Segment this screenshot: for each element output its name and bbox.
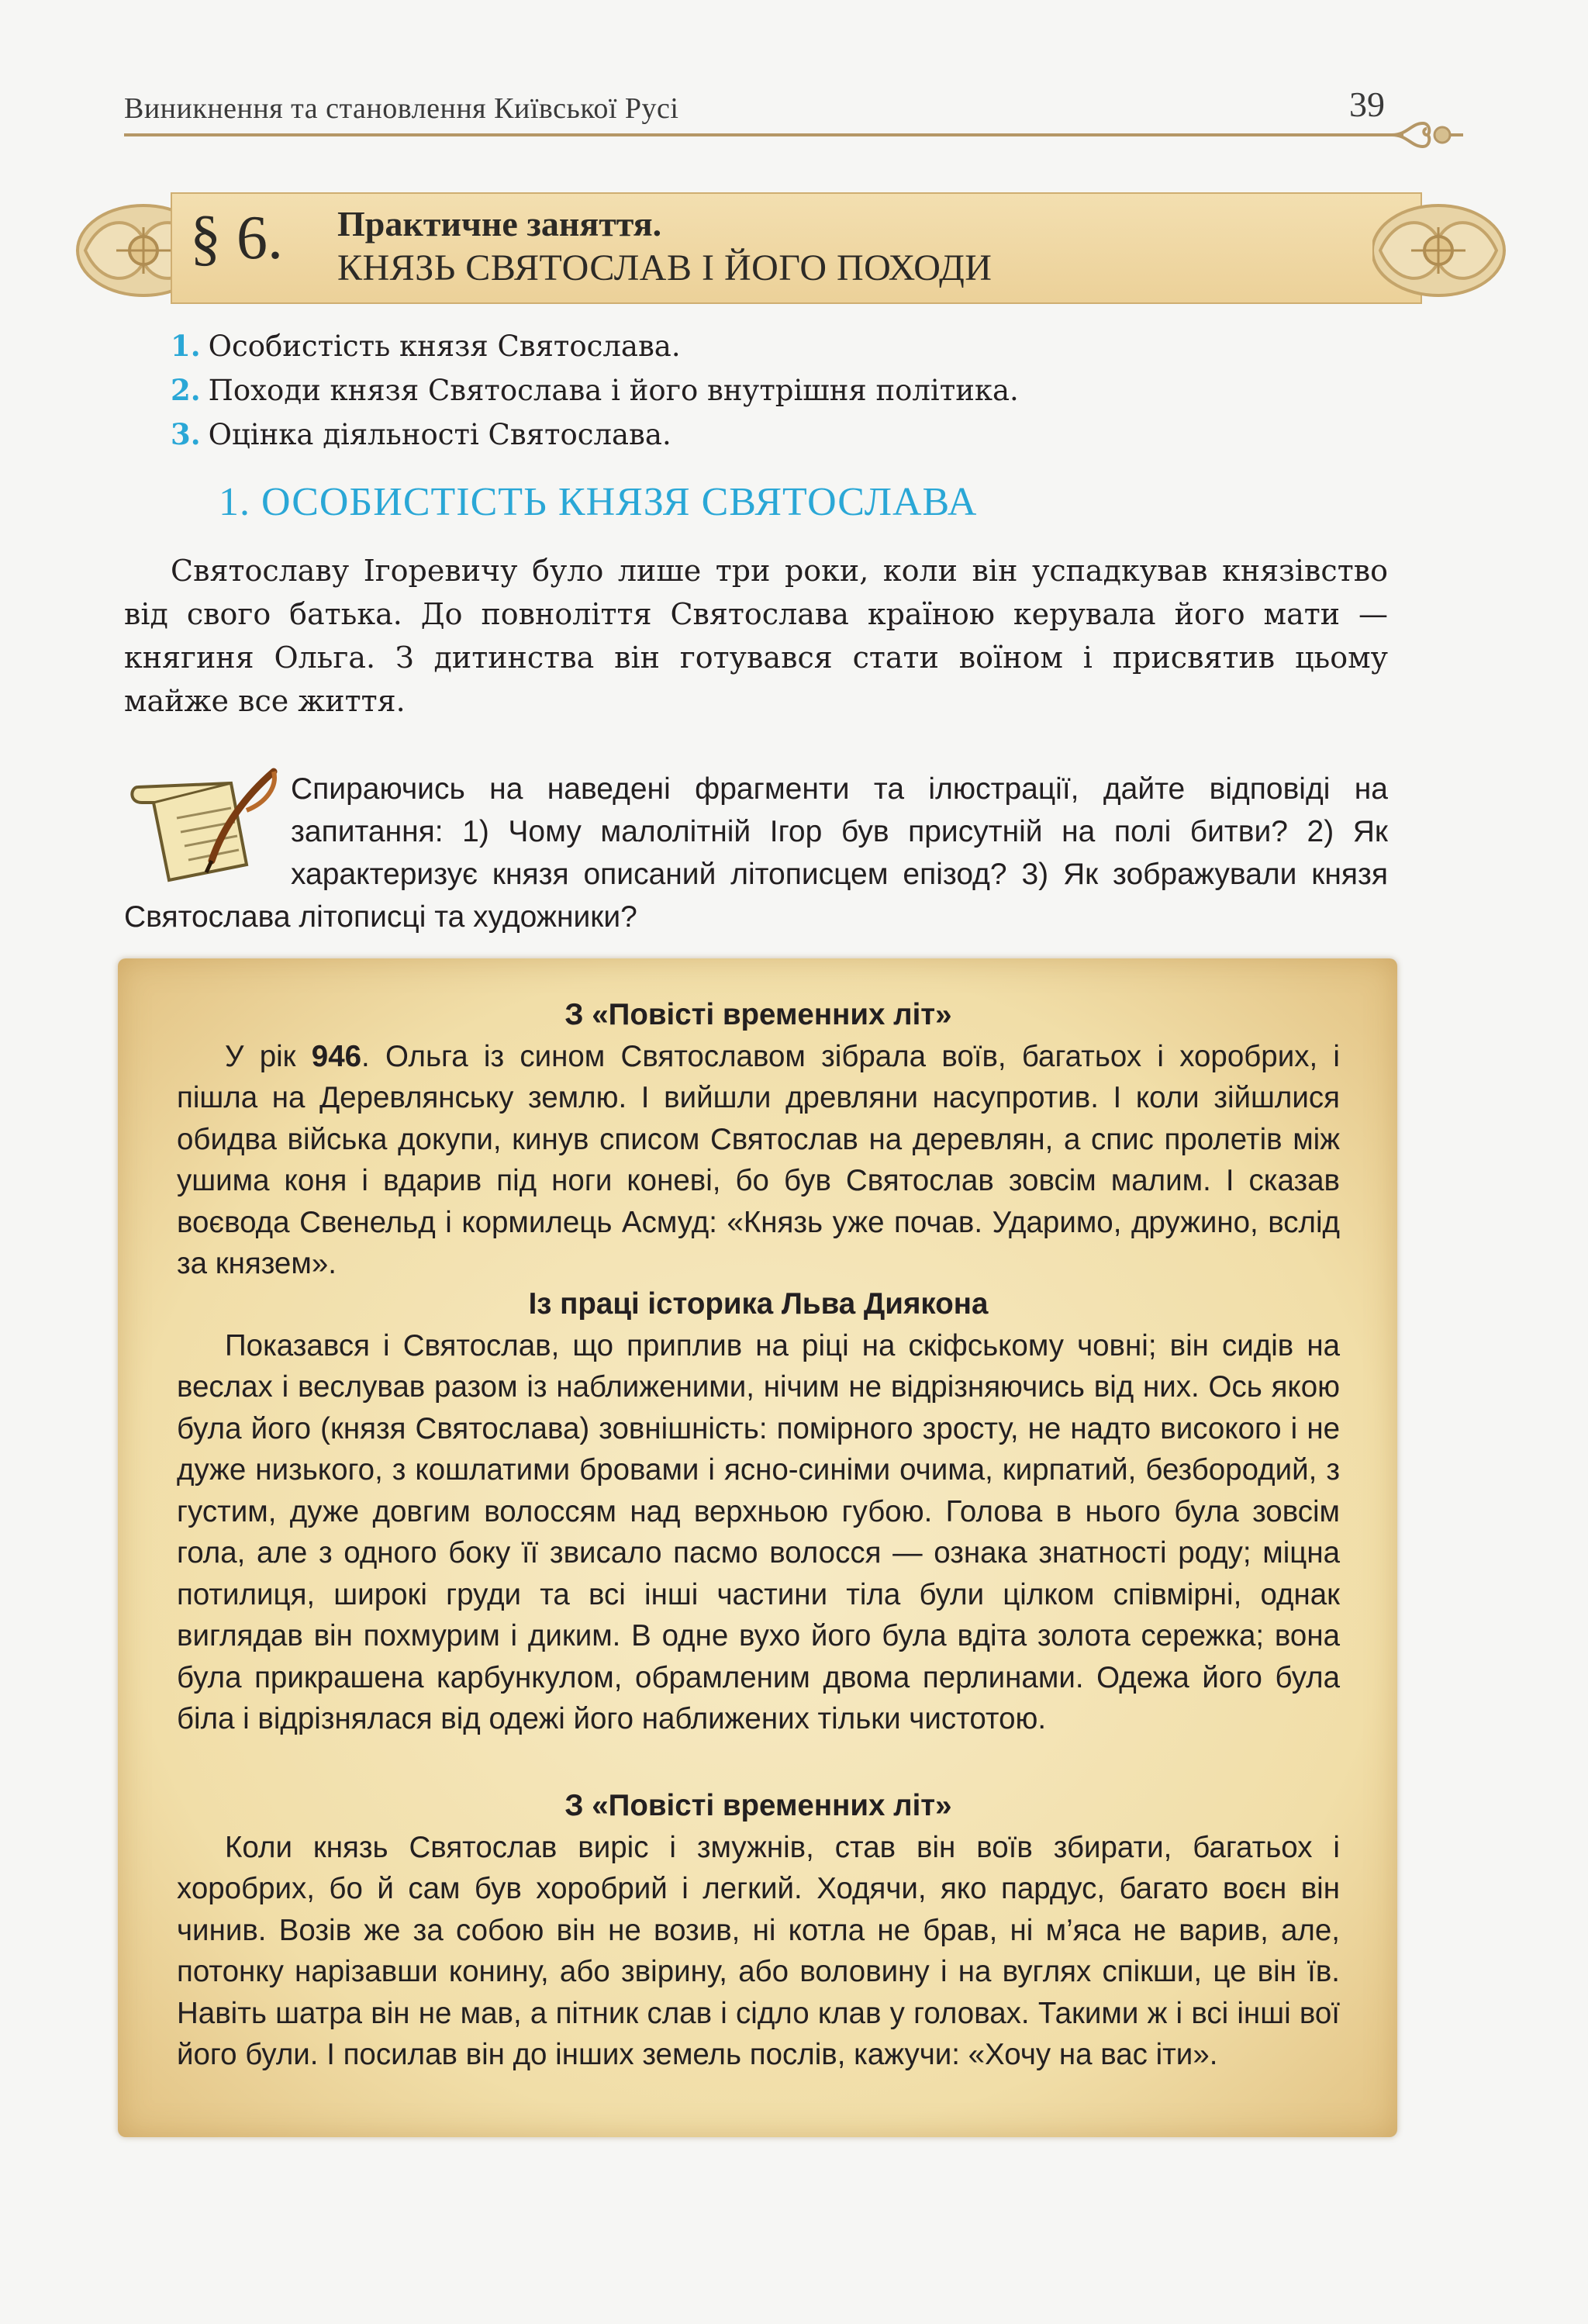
header-rule <box>124 133 1403 136</box>
plan-item <box>171 413 1019 457</box>
source-2-text: Показався і Святослав, що приплив на ріці на скіфському човні; він сидів на веслах і веслував разом із наближеними, нічим не відрізняючись від них. Ось якою була його (князя Святослава) зовнішність: помірного зросту, не надто високого і не дуже низького, з кошлатими бровами і ясно-синіми очима, кирпатий, безбородий, з густим, дуже довгим волоссям над верхньою губою. Голова в нього була зовсім гола, але з одного боку її звисало пасмо волосся — ознака знатності роду; міцна потилиця, широкі груди та всі інші частини тіла були цілком співмірні, однак виглядав він похмурим і диким. В одне вухо його була вдіта золота сережка; вона була прикрашена карбункулом, обрамленим двома перлинами. Одежа його була біла і відрізнялася від одежі його наближених тільки чистотою. <box>177 1328 1340 1735</box>
plan-item-number: 1. <box>171 329 201 363</box>
page-number: 39 <box>1349 85 1385 124</box>
intro-paragraph: Святославу Ігоревичу було лише три роки, коли він успадкував князівство від свого батька. До повноліття Святослава країною керувала його мати — княгиня Ольга. З дитинства він готувався стати воїном і присвятив цьому майже все життя. <box>124 554 1388 718</box>
plan-item-number: 2. <box>171 373 201 407</box>
source-2 <box>177 1283 1340 1740</box>
source-1-title: З «Повісті временних літ» <box>564 998 952 1031</box>
banner-ornament-right-icon <box>1372 185 1512 316</box>
task-text-content: Спираючись на наведені фрагменти та ілюстрації, дайте відповіді на запитання: 1) Чому малолітній Ігор був присутній на полі битви? 2) Як характеризує князя описаний літописцем епізод? 3) Як зображували князя Святослава літописці та художники? <box>124 772 1388 934</box>
plan-item-number: 3. <box>171 417 201 451</box>
source-2-title: Із праці історика Льва Диякона <box>528 1287 989 1321</box>
section-subtitle: Практичне заняття. <box>337 204 662 243</box>
plan-item-text: Походи князя Святослава і його внутрішня політика. <box>208 374 1019 407</box>
plan-item <box>171 324 1019 368</box>
plan-item-text: Оцінка діяльності Святослава. <box>208 418 671 451</box>
header-ornament-icon <box>1388 112 1465 158</box>
section-number: § 6. <box>190 204 283 272</box>
running-head: Виникнення та становлення Київської Русі <box>124 92 679 125</box>
section-banner <box>70 185 1512 316</box>
plan-item-text: Особистість князя Святослава. <box>208 330 681 363</box>
subsection-heading: 1. ОСОБИСТІСТЬ КНЯЗЯ СВЯТОСЛАВА <box>219 480 978 524</box>
icon-spacer <box>124 768 291 888</box>
source-3 <box>177 1785 1340 2076</box>
lesson-plan <box>171 324 1019 457</box>
source-1-body: . Ольга із сином Святославом зібрала воїв, багатьох і хоробрих, і пішла на Деревлянську землю. І вийшли древляни насупротив. І коли зійшлися обидва війська докупи, кинув списом Святослав на деревлян, а спис пролетів між ушима коня і вдарив під ноги коневі, бо був Святослав зовсім малим. І сказав воєвода Свенельд і кормилець Асмуд: «Князь уже почав. Ударимо, дружино, вслід за князем». <box>177 1039 1340 1280</box>
source-1 <box>177 994 1340 1285</box>
source-1-year-prefix: У рік <box>225 1039 312 1073</box>
section-title: КНЯЗЬ СВЯТОСЛАВ І ЙОГО ПОХОДИ <box>337 247 992 288</box>
source-3-text: Коли князь Святослав виріс і змужнів, став він воїв збирати, багатьох і хоробрих, бо й сам був хоробрий і легкий. Ходячи, яко пардус, багато воєн він чинив. Возів же за собою він не возив, ні котла не брав, ні м’яса не варив, але, потонку нарізавши конину, або звірину, або воловину і на вуглях спікши, це він їв. Навіть шатра він не мав, а пітник слав і сідло клав у головах. Такими ж і всі інші вої його були. І посилав він до інших земель послів, кажучи: «Хочу на вас іти». <box>177 1830 1340 2071</box>
plan-item <box>171 368 1019 413</box>
source-1-text <box>177 1036 1340 1285</box>
source-1-year: 946 <box>311 1039 362 1073</box>
task-text <box>124 768 1388 938</box>
source-3-title: З «Повісті временних літ» <box>564 1789 952 1822</box>
